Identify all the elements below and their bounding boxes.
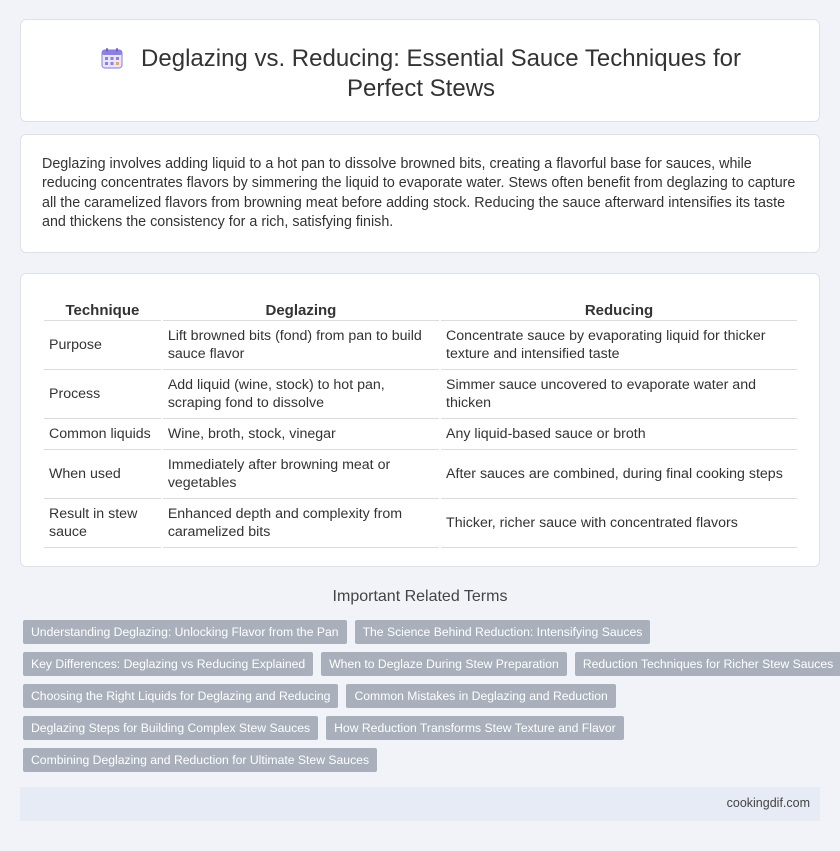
table-row xyxy=(44,419,797,450)
related-term-link[interactable]: Key Differences: Deglazing vs Reducing Explained xyxy=(23,652,313,676)
table-cell: After sauces are combined, during final cooking steps xyxy=(441,450,797,499)
table-cell: Simmer sauce uncovered to evaporate water and thicken xyxy=(441,370,797,419)
tag-row xyxy=(23,684,823,708)
tag-row xyxy=(23,716,823,740)
footer-site-link[interactable]: cookingdif.com xyxy=(726,796,810,810)
calendar-grid-icon xyxy=(101,47,123,69)
tag-row xyxy=(23,748,823,772)
comparison-table xyxy=(42,297,799,548)
related-term-link[interactable]: Reduction Techniques for Richer Stew Sauces xyxy=(575,652,840,676)
table-cell: Lift browned bits (fond) from pan to build sauce flavor xyxy=(163,321,439,370)
footer xyxy=(20,787,820,821)
table-row xyxy=(44,370,797,419)
table-header-deglazing: Deglazing xyxy=(163,297,439,321)
page-title: Deglazing vs. Reducing: Essential Sauce Techniques for Perfect Stews xyxy=(141,45,741,102)
tag-row xyxy=(23,652,834,676)
table-cell: When used xyxy=(44,450,161,499)
related-term-link[interactable]: Choosing the Right Liquids for Deglazing and Reducing xyxy=(23,684,338,708)
table-row xyxy=(44,499,797,548)
table-cell: Wine, broth, stock, vinegar xyxy=(163,419,439,450)
table-cell: Purpose xyxy=(44,321,161,370)
comparison-card xyxy=(20,273,820,567)
related-terms-list xyxy=(23,620,834,780)
table-cell: Enhanced depth and complexity from caramelized bits xyxy=(163,499,439,548)
related-terms-heading: Important Related Terms xyxy=(332,588,508,605)
related-term-link[interactable]: Combining Deglazing and Reduction for Ultimate Stew Sauces xyxy=(23,748,377,772)
table-header-reducing: Reducing xyxy=(441,297,797,321)
table-header-technique: Technique xyxy=(44,297,161,321)
related-term-link[interactable]: How Reduction Transforms Stew Texture and Flavor xyxy=(326,716,624,740)
table-cell: Concentrate sauce by evaporating liquid for thicker texture and intensified taste xyxy=(441,321,797,370)
related-term-link[interactable]: Deglazing Steps for Building Complex Stew Sauces xyxy=(23,716,318,740)
table-header-row xyxy=(44,297,797,321)
intro-card xyxy=(20,134,820,253)
intro-paragraph: Deglazing involves adding liquid to a hot pan to dissolve browned bits, creating a flavorful base for sauces, while reducing concentrates flavors by simmering the liquid to evaporate water. Stews often benefit from deglazing to capture all the caramelized flavors from browning meat before adding stock. Reducing the sauce afterward intensifies its taste and thickens the consistency for a rich, satisfying finish. xyxy=(42,156,796,230)
table-row xyxy=(44,450,797,499)
table-cell: Common liquids xyxy=(44,419,161,450)
table-cell: Any liquid-based sauce or broth xyxy=(441,419,797,450)
related-term-link[interactable]: Understanding Deglazing: Unlocking Flavor from the Pan xyxy=(23,620,347,644)
related-term-link[interactable]: The Science Behind Reduction: Intensifying Sauces xyxy=(355,620,651,644)
table-cell: Process xyxy=(44,370,161,419)
table-row xyxy=(44,321,797,370)
table-cell: Result in stew sauce xyxy=(44,499,161,548)
page-title-wrap xyxy=(61,44,781,104)
related-term-link[interactable]: When to Deglaze During Stew Preparation xyxy=(321,652,567,676)
tag-row xyxy=(23,620,823,644)
header-card xyxy=(20,19,820,122)
table-cell: Thicker, richer sauce with concentrated flavors xyxy=(441,499,797,548)
table-cell: Add liquid (wine, stock) to hot pan, scraping fond to dissolve xyxy=(163,370,439,419)
related-term-link[interactable]: Common Mistakes in Deglazing and Reduction xyxy=(346,684,615,708)
table-cell: Immediately after browning meat or vegetables xyxy=(163,450,439,499)
